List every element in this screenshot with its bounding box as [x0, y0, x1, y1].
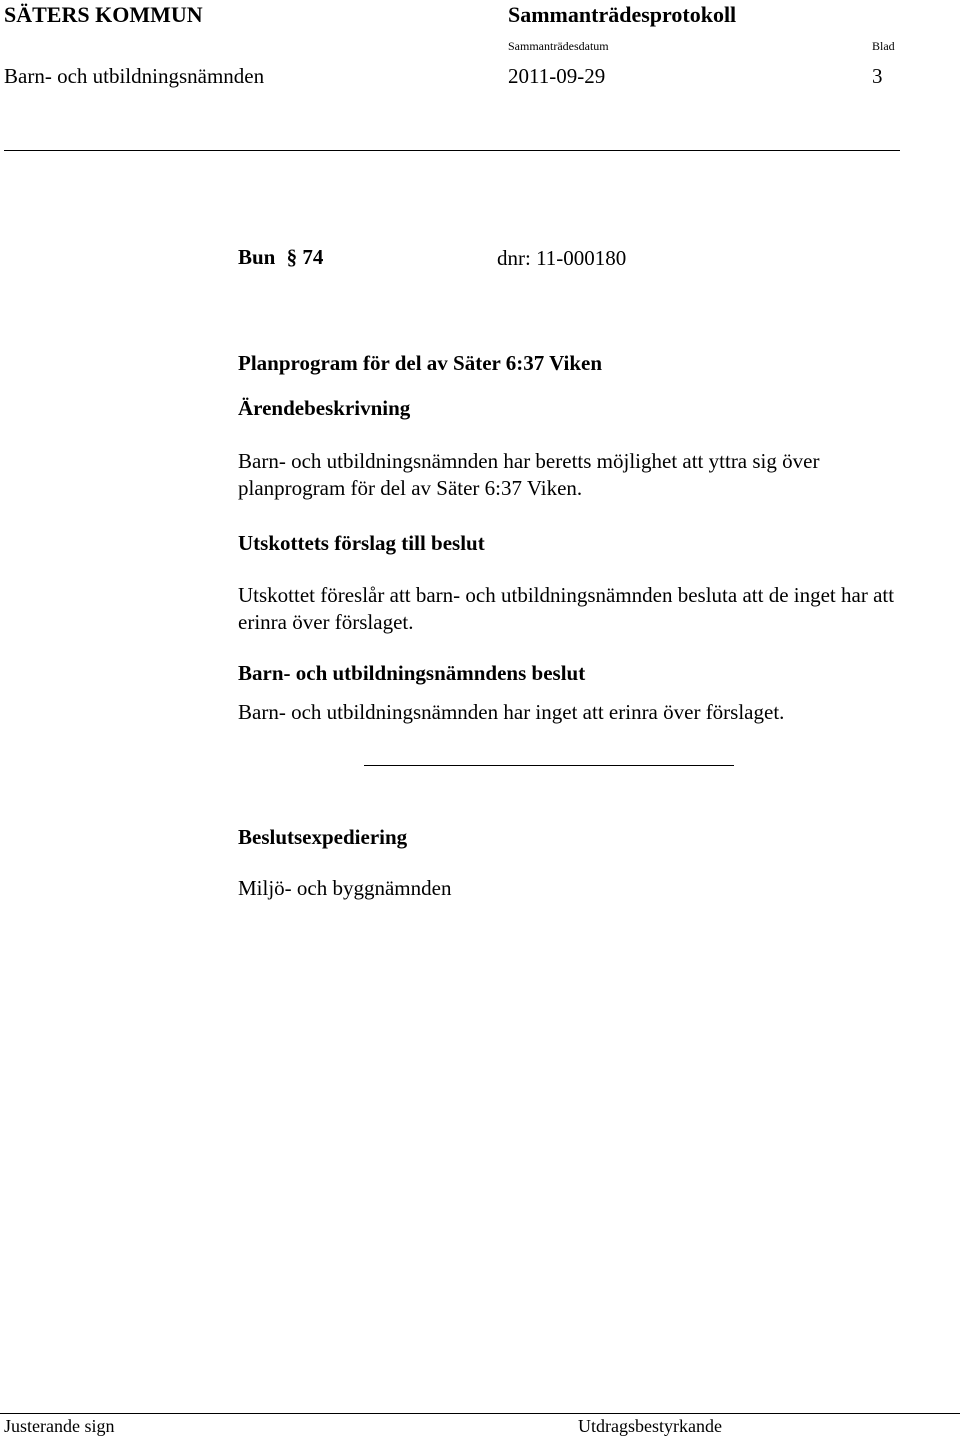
header-divider [4, 150, 900, 151]
dispatch-recipient: Miljö- och byggnämnden [238, 876, 452, 900]
paragraph-number: 74 [302, 245, 324, 269]
proposal-heading: Utskottets förslag till beslut [238, 531, 485, 555]
proposal-text: Utskottet föreslår att barn- och utbildningsnämnden besluta att de inget har att erinra över förslaget. [238, 583, 895, 634]
footer-left-label: Justerande sign [4, 1416, 115, 1436]
document-type: Sammanträdesprotokoll [508, 2, 737, 27]
date-label: Sammanträdesdatum [508, 39, 609, 53]
footer-right-label: Utdragsbestyrkande [578, 1416, 722, 1436]
page-number: 3 [872, 64, 883, 88]
section-sign: § [286, 245, 298, 269]
section-divider [364, 765, 734, 766]
description-text: Barn- och utbildningsnämnden har beretts möjlighet att yttra sig över planprogram för del av Säter 6:37 Viken. [238, 449, 820, 500]
page-label: Blad [872, 39, 895, 53]
case-title: Planprogram för del av Säter 6:37 Viken [238, 351, 602, 375]
municipality-name: SÄTERS KOMMUN [4, 2, 203, 27]
dispatch-heading: Beslutsexpediering [238, 825, 408, 849]
description-heading: Ärendebeskrivning [238, 396, 411, 420]
decision-text: Barn- och utbildningsnämnden har inget att erinra över förslaget. [238, 700, 785, 724]
decision-heading: Barn- och utbildningsnämndens beslut [238, 661, 586, 685]
case-number: dnr: 11-000180 [497, 246, 627, 270]
meeting-date: 2011-09-29 [508, 64, 606, 88]
paragraph-reference [238, 245, 323, 270]
footer-divider-right [502, 1413, 960, 1414]
paragraph-prefix: Bun [238, 245, 276, 269]
committee-name: Barn- och utbildningsnämnden [4, 64, 265, 88]
